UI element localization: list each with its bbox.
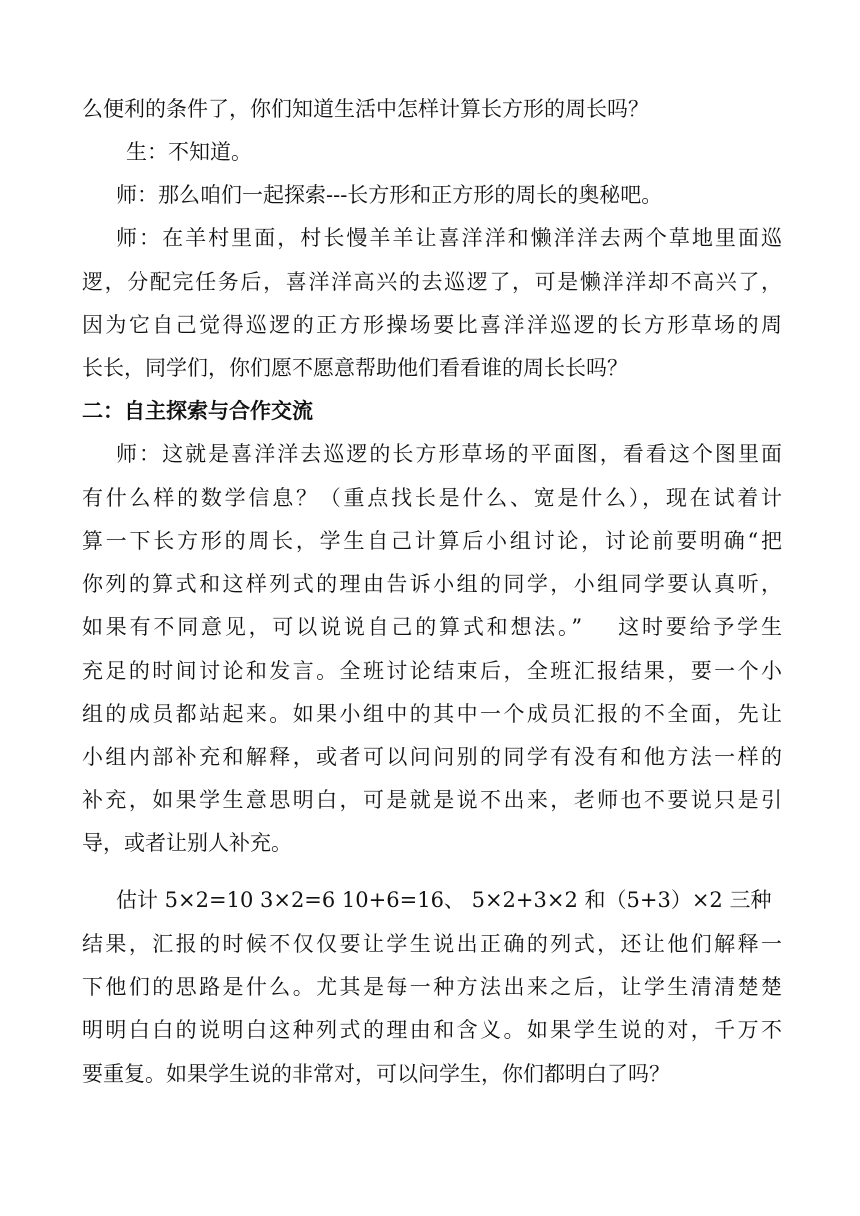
text-line: 结果，汇报的时候不仅仅要让学生说出正确的列式，还让他们解释一 bbox=[82, 932, 782, 956]
text-line: 要重复。如果学生说的非常对，可以问学生，你们都明白了吗？ bbox=[82, 1062, 670, 1086]
text-line: 组的成员都站起来。如果小组中的其中一个成员汇报的不全面，先让 bbox=[82, 702, 782, 726]
text-line: 你列的算式和这样列式的理由告诉小组的同学，小组同学要认真听， bbox=[82, 572, 782, 596]
text-line: 算一下长方形的周长，学生自己计算后小组讨论，讨论前要明确“把 bbox=[82, 529, 782, 553]
text-line: 估计 5×2=10 3×2=6 10+6=16、 5×2+3×2 和（5+3）×2 三种 bbox=[116, 888, 772, 912]
text-line: 有什么样的数学信息？（重点找长是什么、宽是什么），现在试着计 bbox=[82, 486, 782, 510]
text-line: 师：这就是喜洋洋去巡逻的长方形草场的平面图，看看这个图里面 bbox=[116, 442, 782, 466]
text-line: 长长，同学们，你们愿不愿意帮助他们看看谁的周长长吗？ bbox=[82, 356, 628, 380]
text-line: 充足的时间讨论和发言。全班讨论结束后，全班汇报结果，要一个小 bbox=[82, 659, 782, 683]
text-line: 导，或者让别人补充。 bbox=[82, 831, 292, 855]
text-line: 明明白白的说明白这种列式的理由和含义。如果学生说的对，千万不 bbox=[82, 1018, 782, 1042]
text-line: 么便利的条件了，你们知道生活中怎样计算长方形的周长吗？ bbox=[82, 97, 649, 121]
text-line: 如果有不同意见，可以说说自己的算式和想法。” 这时要给予学生 bbox=[82, 615, 782, 639]
text-line: 生：不知道。 bbox=[126, 140, 252, 164]
section-heading: 二：自主探索与合作交流 bbox=[82, 399, 313, 423]
text-line: 逻，分配完任务后，喜洋洋高兴的去巡逻了，可是懒洋洋却不高兴了， bbox=[82, 270, 782, 294]
text-line: 小组内部补充和解释，或者可以问问别的同学有没有和他方法一样的 bbox=[82, 745, 782, 769]
text-line: 师：那么咱们一起探索---长方形和正方形的周长的奥秘吧。 bbox=[116, 183, 663, 207]
text-line: 下他们的思路是什么。尤其是每一种方法出来之后，让学生清清楚楚 bbox=[82, 975, 782, 999]
text-line: 补充，如果学生意思明白，可是就是说不出来，老师也不要说只是引 bbox=[82, 788, 782, 812]
text-line: 因为它自己觉得巡逻的正方形操场要比喜洋洋巡逻的长方形草场的周 bbox=[82, 313, 782, 337]
text-line: 师：在羊村里面，村长慢羊羊让喜洋洋和懒洋洋去两个草地里面巡 bbox=[116, 226, 782, 250]
